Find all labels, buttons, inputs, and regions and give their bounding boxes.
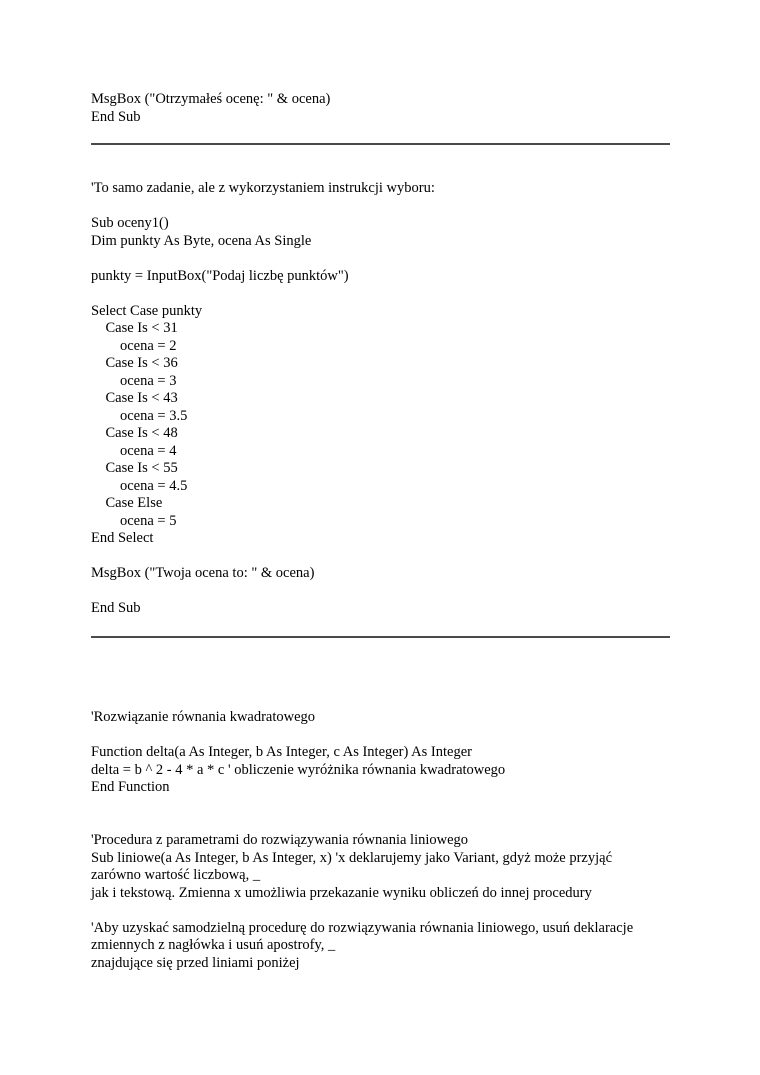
code-line: Case Is < 43 (91, 390, 178, 406)
code-line: End Sub (91, 600, 141, 616)
code-line: Case Is < 55 (91, 460, 178, 476)
code-line: ocena = 5 (91, 512, 177, 529)
code-line: punkty = InputBox("Podaj liczbę punktów") (91, 267, 349, 284)
code-line: zarówno wartość liczbową, _ (91, 867, 261, 883)
code-line: 'Procedura z parametrami do rozwiązywania równania liniowego (91, 832, 469, 848)
code-line: End Sub (91, 109, 141, 125)
code-line: Case Else (91, 495, 163, 511)
code-line: Case Is < 31 (91, 320, 178, 336)
code-line: delta = b ^ 2 - 4 * a * c ' obliczenie wyróżnika równania kwadratowego (91, 761, 506, 778)
code-line: Sub oceny1() (91, 215, 169, 231)
code-line: ocena = 3 (91, 372, 177, 389)
code-line: End Select (91, 530, 154, 546)
code-line: Sub liniowe(a As Integer, b As Integer, x) 'x deklarujemy jako Variant, gdyż może przyjąć (91, 849, 613, 866)
code-line: End Function (91, 779, 170, 795)
separator-rule (91, 636, 670, 638)
code-line: Function delta(a As Integer, b As Integer, c As Integer) As Integer (91, 744, 472, 760)
code-line: Select Case punkty (91, 302, 203, 319)
code-line: ocena = 4 (91, 442, 177, 459)
code-line: MsgBox ("Otrzymałeś ocenę: " & ocena) (91, 91, 331, 107)
code-line: znajdujące się przed liniami poniżej (91, 954, 300, 971)
code-line: 'Rozwiązanie równania kwadratowego (91, 709, 316, 725)
code-line: 'To samo zadanie, ale z wykorzystaniem instrukcji wyboru: (91, 180, 435, 196)
code-line: ocena = 4.5 (91, 477, 188, 494)
code-line: ocena = 3.5 (91, 407, 188, 424)
code-line: ocena = 2 (91, 337, 177, 354)
code-line: jak i tekstową. Zmienna x umożliwia przekazanie wyniku obliczeń do innej procedury (91, 884, 592, 901)
code-line: MsgBox ("Twoja ocena to: " & ocena) (91, 565, 315, 581)
code-line: zmiennych z nagłówka i usuń apostrofy, _ (91, 937, 336, 953)
code-line: Case Is < 36 (91, 355, 178, 371)
code-line: Dim punkty As Byte, ocena As Single (91, 232, 312, 249)
code-line: Case Is < 48 (91, 425, 178, 441)
code-line: 'Aby uzyskać samodzielną procedurę do rozwiązywania równania liniowego, usuń deklaracje (91, 919, 634, 936)
separator-rule (91, 143, 670, 145)
